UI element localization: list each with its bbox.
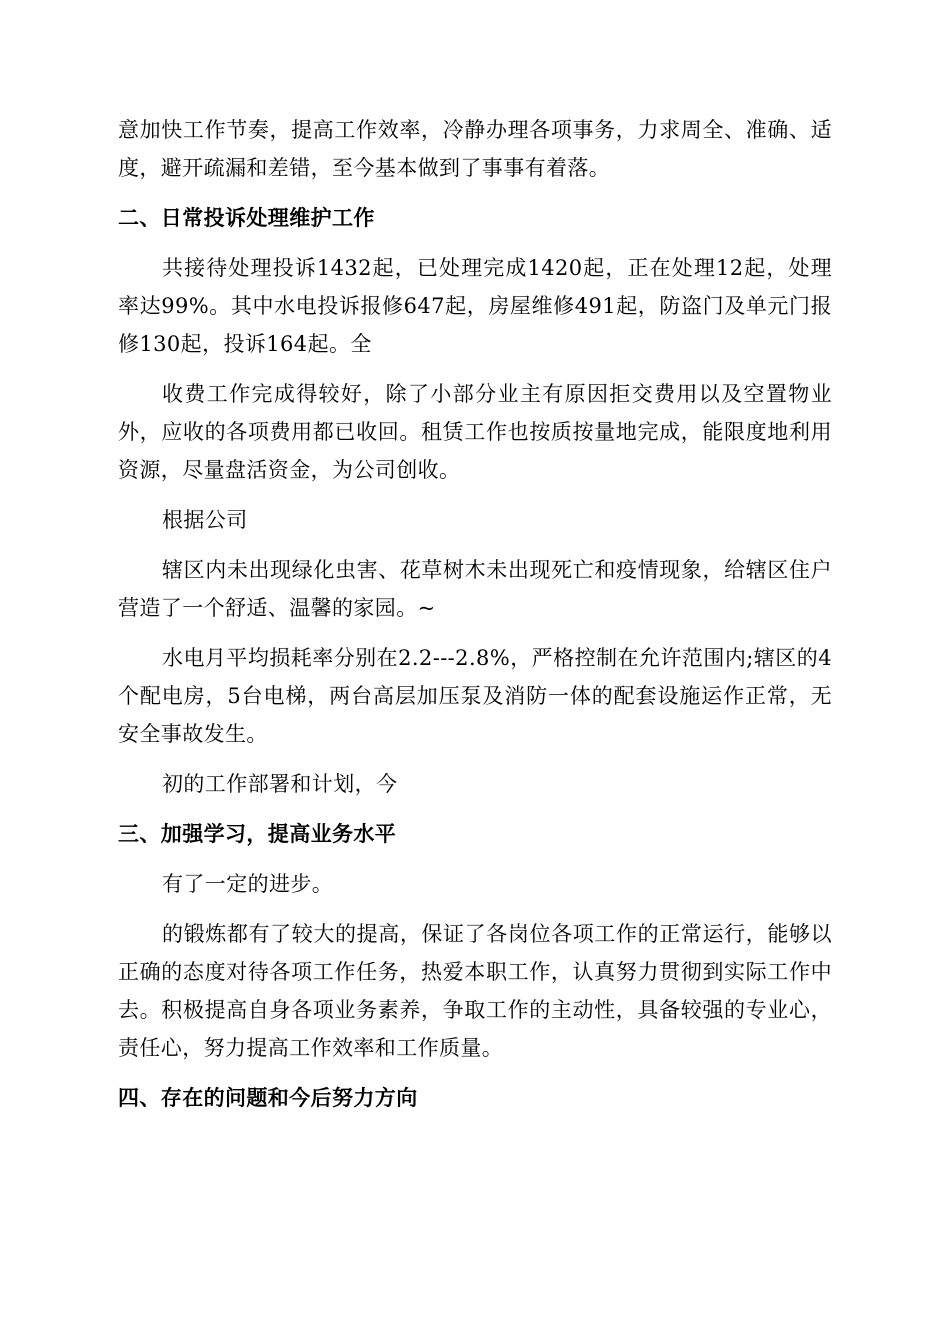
paragraph-plan: 初的工作部署和计划，今 xyxy=(162,772,398,796)
paragraph-complaints: 共接待处理投诉1432起，已处理完成1420起，正在处理12起，处理率达99%。其中水电投诉报修647起，房屋维修491起，防盗门及单元门报修130起，投诉164起。全 xyxy=(118,256,832,356)
paragraph-progress: 有了一定的进步。 xyxy=(162,872,334,896)
paragraph-fees: 收费工作完成得较好，除了小部分业主有原因拒交费用以及空置物业外，应收的各项费用都已收回。租赁工作也按质按量地完成，能限度地利用资源，尽量盘活资金，为公司创收。 xyxy=(118,382,832,482)
paragraph-company: 根据公司 xyxy=(162,508,248,532)
paragraph-training: 的锻炼都有了较大的提高，保证了各岗位各项工作的正常运行，能够以正确的态度对待各项工作任务，热爱本职工作，认真努力贯彻到实际工作中去。积极提高自身各项业务素养，争取工作的主动性，具备较强的专业心，责任心，努力提高工作效率和工作质量。 xyxy=(118,922,832,1060)
paragraph-utilities: 水电月平均损耗率分别在2.2---2.8%，严格控制在允许范围内;辖区的4个配电房，5台电梯，两台高层加压泵及消防一体的配套设施运作正常，无安全事故发生。 xyxy=(118,646,832,746)
paragraph-1: 意加快工作节奏，提高工作效率，冷静办理各项事务，力求周全、准确、适度，避开疏漏和差错，至今基本做到了事事有着落。 xyxy=(118,118,832,180)
section-heading-4: 四、存在的问题和今后努力方向 xyxy=(118,1086,418,1110)
paragraph-greening: 辖区内未出现绿化虫害、花草树木未出现死亡和疫情现象，给辖区住户营造了一个舒适、温馨的家园。~ xyxy=(118,558,832,620)
section-heading-2: 二、日常投诉处理维护工作 xyxy=(118,206,375,230)
section-heading-3: 三、加强学习，提高业务水平 xyxy=(118,822,397,846)
